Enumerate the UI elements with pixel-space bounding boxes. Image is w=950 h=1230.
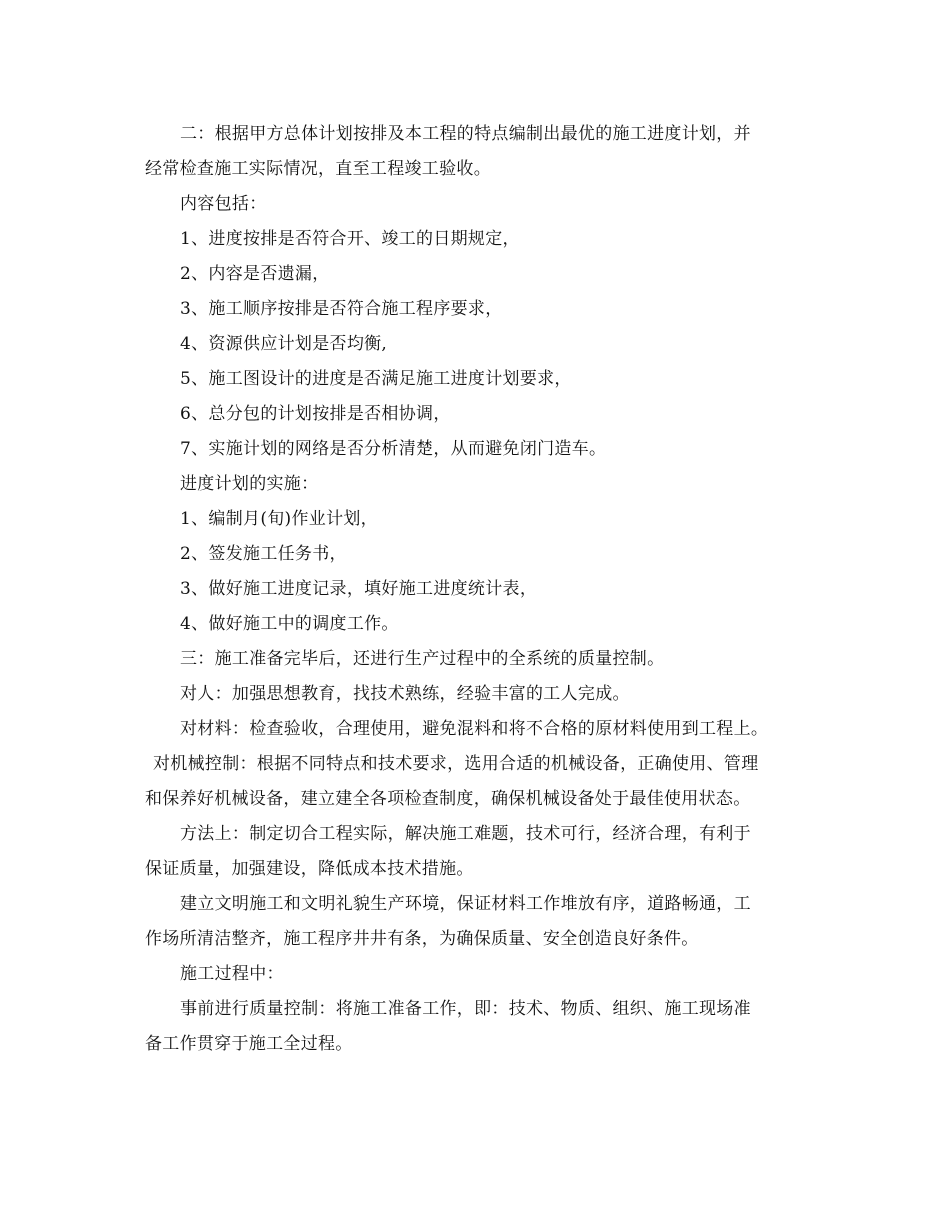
section-heading: 施工过程中：: [180, 964, 284, 984]
list-item: 7、实施计划的网络是否分析清楚，从而避免闭门造车。: [180, 439, 607, 459]
list-item: 3、做好施工进度记录，填好施工进度统计表，: [180, 579, 538, 599]
paragraph-line: 和保养好机械设备，建立建全各项检查制度，确保机械设备处于最佳使用状态。: [145, 789, 751, 809]
section-heading: 内容包括：: [180, 194, 267, 214]
paragraph-line: 作场所清洁整齐，施工程序井井有条，为确保质量、安全创造良好条件。: [145, 929, 699, 949]
paragraph-line: 二：根据甲方总体计划按排及本工程的特点编制出最优的施工进度计划，并: [180, 124, 751, 144]
paragraph-line: 备工作贯穿于施工全过程。: [145, 1034, 353, 1054]
paragraph-line: 经常检查施工实际情况，直至工程竣工验收。: [145, 159, 491, 179]
paragraph-line: 保证质量，加强建设，降低成本技术措施。: [145, 859, 474, 879]
document-body: [145, 117, 815, 1062]
paragraph-line: 方法上：制定切合工程实际，解决施工难题，技术可行，经济合理，有利于: [180, 824, 751, 844]
list-item: 2、签发施工任务书，: [180, 544, 347, 564]
paragraph-line: 对材料：检查验收，合理使用，避免混料和将不合格的原材料使用到工程上。: [180, 719, 769, 739]
list-item: 4、做好施工中的调度工作。: [180, 614, 399, 634]
section-heading: 进度计划的实施：: [180, 474, 319, 494]
list-item: 6、总分包的计划按排是否相协调，: [180, 404, 451, 424]
paragraph-line: 对人：加强思想教育，找技术熟练，经验丰富的工人完成。: [180, 684, 630, 704]
list-item: 4、资源供应计划是否均衡,: [180, 334, 388, 354]
list-item: 1、编制月(旬)作业计划，: [180, 509, 378, 529]
paragraph-line: 三：施工准备完毕后，还进行生产过程中的全系统的质量控制。: [180, 649, 665, 669]
list-item: 3、施工顺序按排是否符合施工程序要求，: [180, 299, 503, 319]
paragraph-line: 对机械控制：根据不同特点和技术要求，选用合适的机械设备，正确使用、管理: [153, 754, 759, 774]
list-item: 5、施工图设计的进度是否满足施工进度计划要求，: [180, 369, 572, 389]
paragraph-line: 事前进行质量控制：将施工准备工作，即：技术、物质、组织、施工现场准: [180, 999, 751, 1019]
list-item: 1、进度按排是否符合开、竣工的日期规定，: [180, 229, 520, 249]
paragraph-line: 建立文明施工和文明礼貌生产环境，保证材料工作堆放有序，道路畅通，工: [180, 894, 751, 914]
list-item: 2、内容是否遗漏，: [180, 264, 330, 284]
